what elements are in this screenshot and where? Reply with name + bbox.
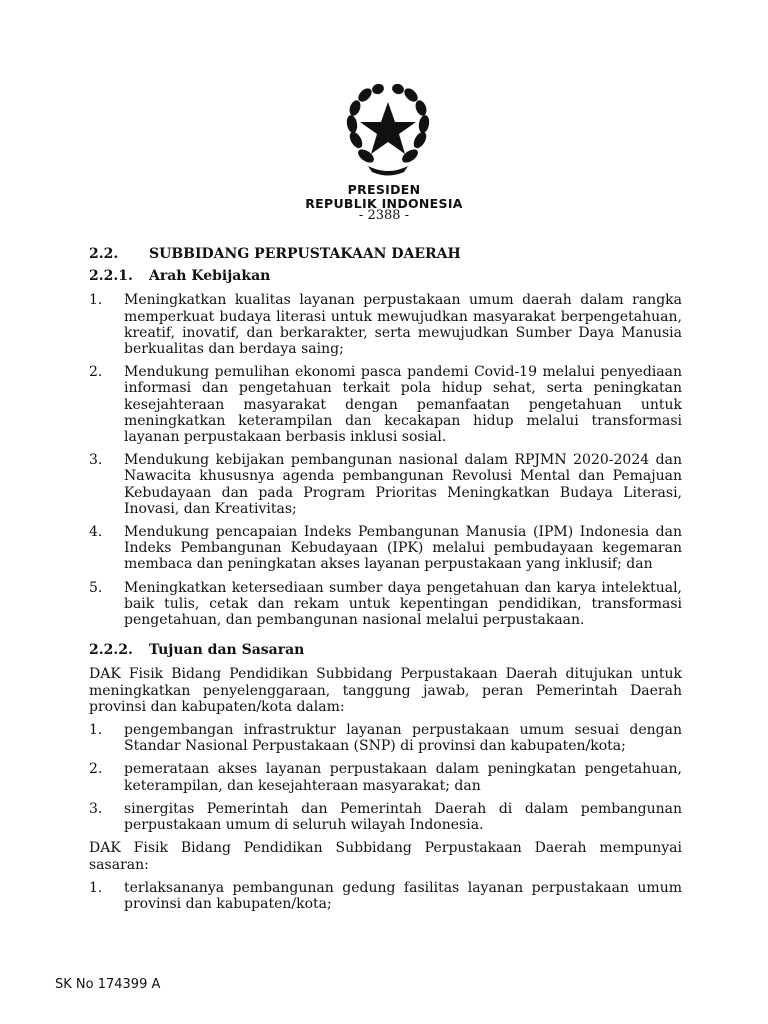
list-item (89, 761, 682, 793)
list-text: pengembangan infrastruktur layanan perpustakaan umum sesuai dengan Standar Nasional Perpustakaan (SNP) di provinsi dan kabupaten/kota; (124, 722, 682, 755)
list-item (89, 722, 682, 754)
list-text: Meningkatkan kualitas layanan perpustakaan umum daerah dalam rangka memperkuat budaya literasi untuk mewujudkan masyarakat berpengetahuan, kreatif, inovatif, dan berkarakter, serta mewujudkan Sumber Daya Manusia berkualitas dan berdaya saing; (124, 292, 682, 358)
list-item (89, 580, 682, 629)
list-text: sinergitas Pemerintah dan Pemerintah Daerah di dalam pembangunan perpustakaan umum di seluruh wilayah Indonesia. (124, 800, 682, 834)
page-number: - 2388 - (358, 208, 410, 223)
section-heading (89, 246, 682, 262)
list-number: 2. (89, 761, 103, 778)
tujuan-intro: DAK Fisik Bidang Pendidikan Subbidang Perpustakaan Daerah ditujukan untuk meningkatkan penyelenggaraan, tanggung jawab, peran Pemerintah Daerah provinsi dan kabupaten/kota dalam: (89, 666, 682, 715)
list-number: 1. (89, 722, 103, 739)
list-number: 2. (89, 364, 103, 381)
list-text: pemerataan akses layanan perpustakaan dalam peningkatan pengetahuan, keterampilan, dan kesejahteraan masyarakat; dan (124, 761, 682, 794)
document-body (89, 246, 682, 919)
list-text: Mendukung pencapaian Indeks Pembangunan Manusia (IPM) Indonesia dan Indeks Pembangunan Kebudayaan (IPK) melalui pembudayaan kegemaran membaca dan peningkatan akses layanan perpustakaan yang inklusif; dan (124, 524, 682, 573)
list-text: Mendukung kebijakan pembangunan nasional dalam RPJMN 2020-2024 dan Nawacita khususnya agenda pembangunan Revolusi Mental dan Pemajuan Kebudayaan dan pada Program Prioritas Meningkatkan Budaya Literasi, Inovasi, dan Kreativitas; (124, 452, 682, 517)
tujuan-list (89, 722, 682, 833)
subsection-number: 2.2.1. (89, 268, 133, 285)
subsection-number: 2.2.2. (89, 642, 133, 659)
list-item (89, 801, 682, 833)
subsection-heading-tujuan (89, 642, 682, 658)
list-number: 5. (89, 579, 103, 596)
list-text: terlaksananya pembangunan gedung fasilitas layanan perpustakaan umum provinsi dan kabupaten/kota; (124, 879, 682, 912)
list-text: Mendukung pemulihan ekonomi pasca pandemi Covid-19 melalui penyediaan informasi dan pengetahuan terkait pola hidup sehat, serta peningkatan kesejahteraan masyarakat dengan pemanfaatan pengetahuan untuk meningkatkan keterampilan dan kecakapan hidup melalui transformasi layanan perpustakaan berbasis inklusi sosial. (124, 364, 682, 446)
list-number: 4. (89, 524, 103, 541)
list-item (89, 452, 682, 517)
subsection-title: Arah Kebijakan (149, 268, 271, 285)
list-text: Meningkatkan ketersediaan sumber daya pengetahuan dan karya intelektual, baik tulis, cetak dan rekam untuk kepentingan pendidikan, transformasi pengetahuan, dan pembangunan nasional melalui perpustakaan. (124, 579, 682, 629)
footer-sk-number: SK No 174399 A (55, 977, 161, 992)
list-item (89, 364, 682, 445)
list-item (89, 880, 682, 912)
arah-kebijakan-list (89, 292, 682, 628)
list-item (89, 292, 682, 357)
section-title: SUBBIDANG PERPUSTAKAAN DAERAH (149, 246, 461, 262)
section-number: 2.2. (89, 246, 119, 262)
garuda-star-emblem-icon (338, 80, 438, 180)
subsection-title: Tujuan dan Sasaran (149, 642, 305, 659)
sasaran-intro: DAK Fisik Bidang Pendidikan Subbidang Perpustakaan Daerah mempunyai sasaran: (89, 840, 682, 873)
header-president: PRESIDEN (347, 182, 421, 197)
subsection-heading-arah (89, 268, 682, 284)
header-republic: REPUBLIK INDONESIA (305, 196, 463, 211)
sasaran-list (89, 880, 682, 912)
list-number: 1. (89, 292, 103, 309)
list-number: 3. (89, 800, 103, 817)
list-number: 3. (89, 452, 103, 469)
list-item (89, 524, 682, 573)
list-number: 1. (89, 879, 103, 896)
